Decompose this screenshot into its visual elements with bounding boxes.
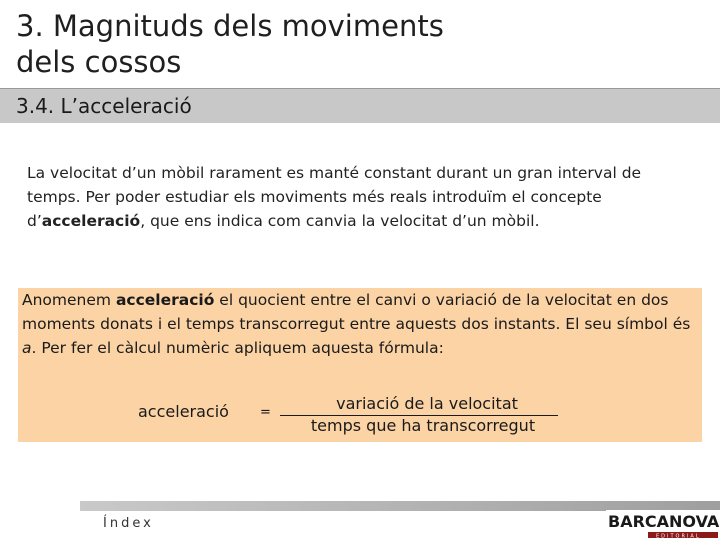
definition-text-3: . Per fer el càlcul numèric apliquem aquesta fórmula: [31,339,444,357]
intro-term: acceleració [41,212,141,230]
page-title [16,8,444,80]
formula-denominator: temps que ha transcorregut [310,416,536,435]
page-title-line-2: dels cossos [16,45,182,79]
section-header-bar [0,88,720,123]
definition-symbol: a [22,339,32,357]
intro-text-before: La velocitat d’un mòbil rarament es manté constant durant un gran interval de temps. Per poder estudiar els moviments més reals introduïm el concepte d’ [27,164,642,230]
logo-subtext: EDITORIAL [656,533,701,540]
definition-box [18,288,702,442]
intro-paragraph [27,161,687,233]
definition-term: acceleració [115,291,215,309]
definition-text-1: Anomenem [22,291,116,309]
barcanova-logo [606,508,720,540]
index-link[interactable]: Índex [103,516,154,531]
formula-equals-sign: = [260,405,271,420]
intro-text-after: , que ens indica com canvia la velocitat d’un mòbil. [140,212,540,230]
formula-numerator: variació de la velocitat [336,394,518,413]
page-title-line-1: 3. Magnituds dels moviments [16,9,444,43]
formula-lhs: acceleració [138,402,229,421]
section-title: 3.4. L’acceleració [16,94,192,118]
logo-wordmark: BARCANOVA [608,512,720,531]
definition-paragraph [22,288,700,360]
definition-text-2: el quocient entre el canvi o variació de la velocitat en dos moments donats i el temps transcorregut entre aquests dos instants. El seu símbol és [22,291,691,333]
